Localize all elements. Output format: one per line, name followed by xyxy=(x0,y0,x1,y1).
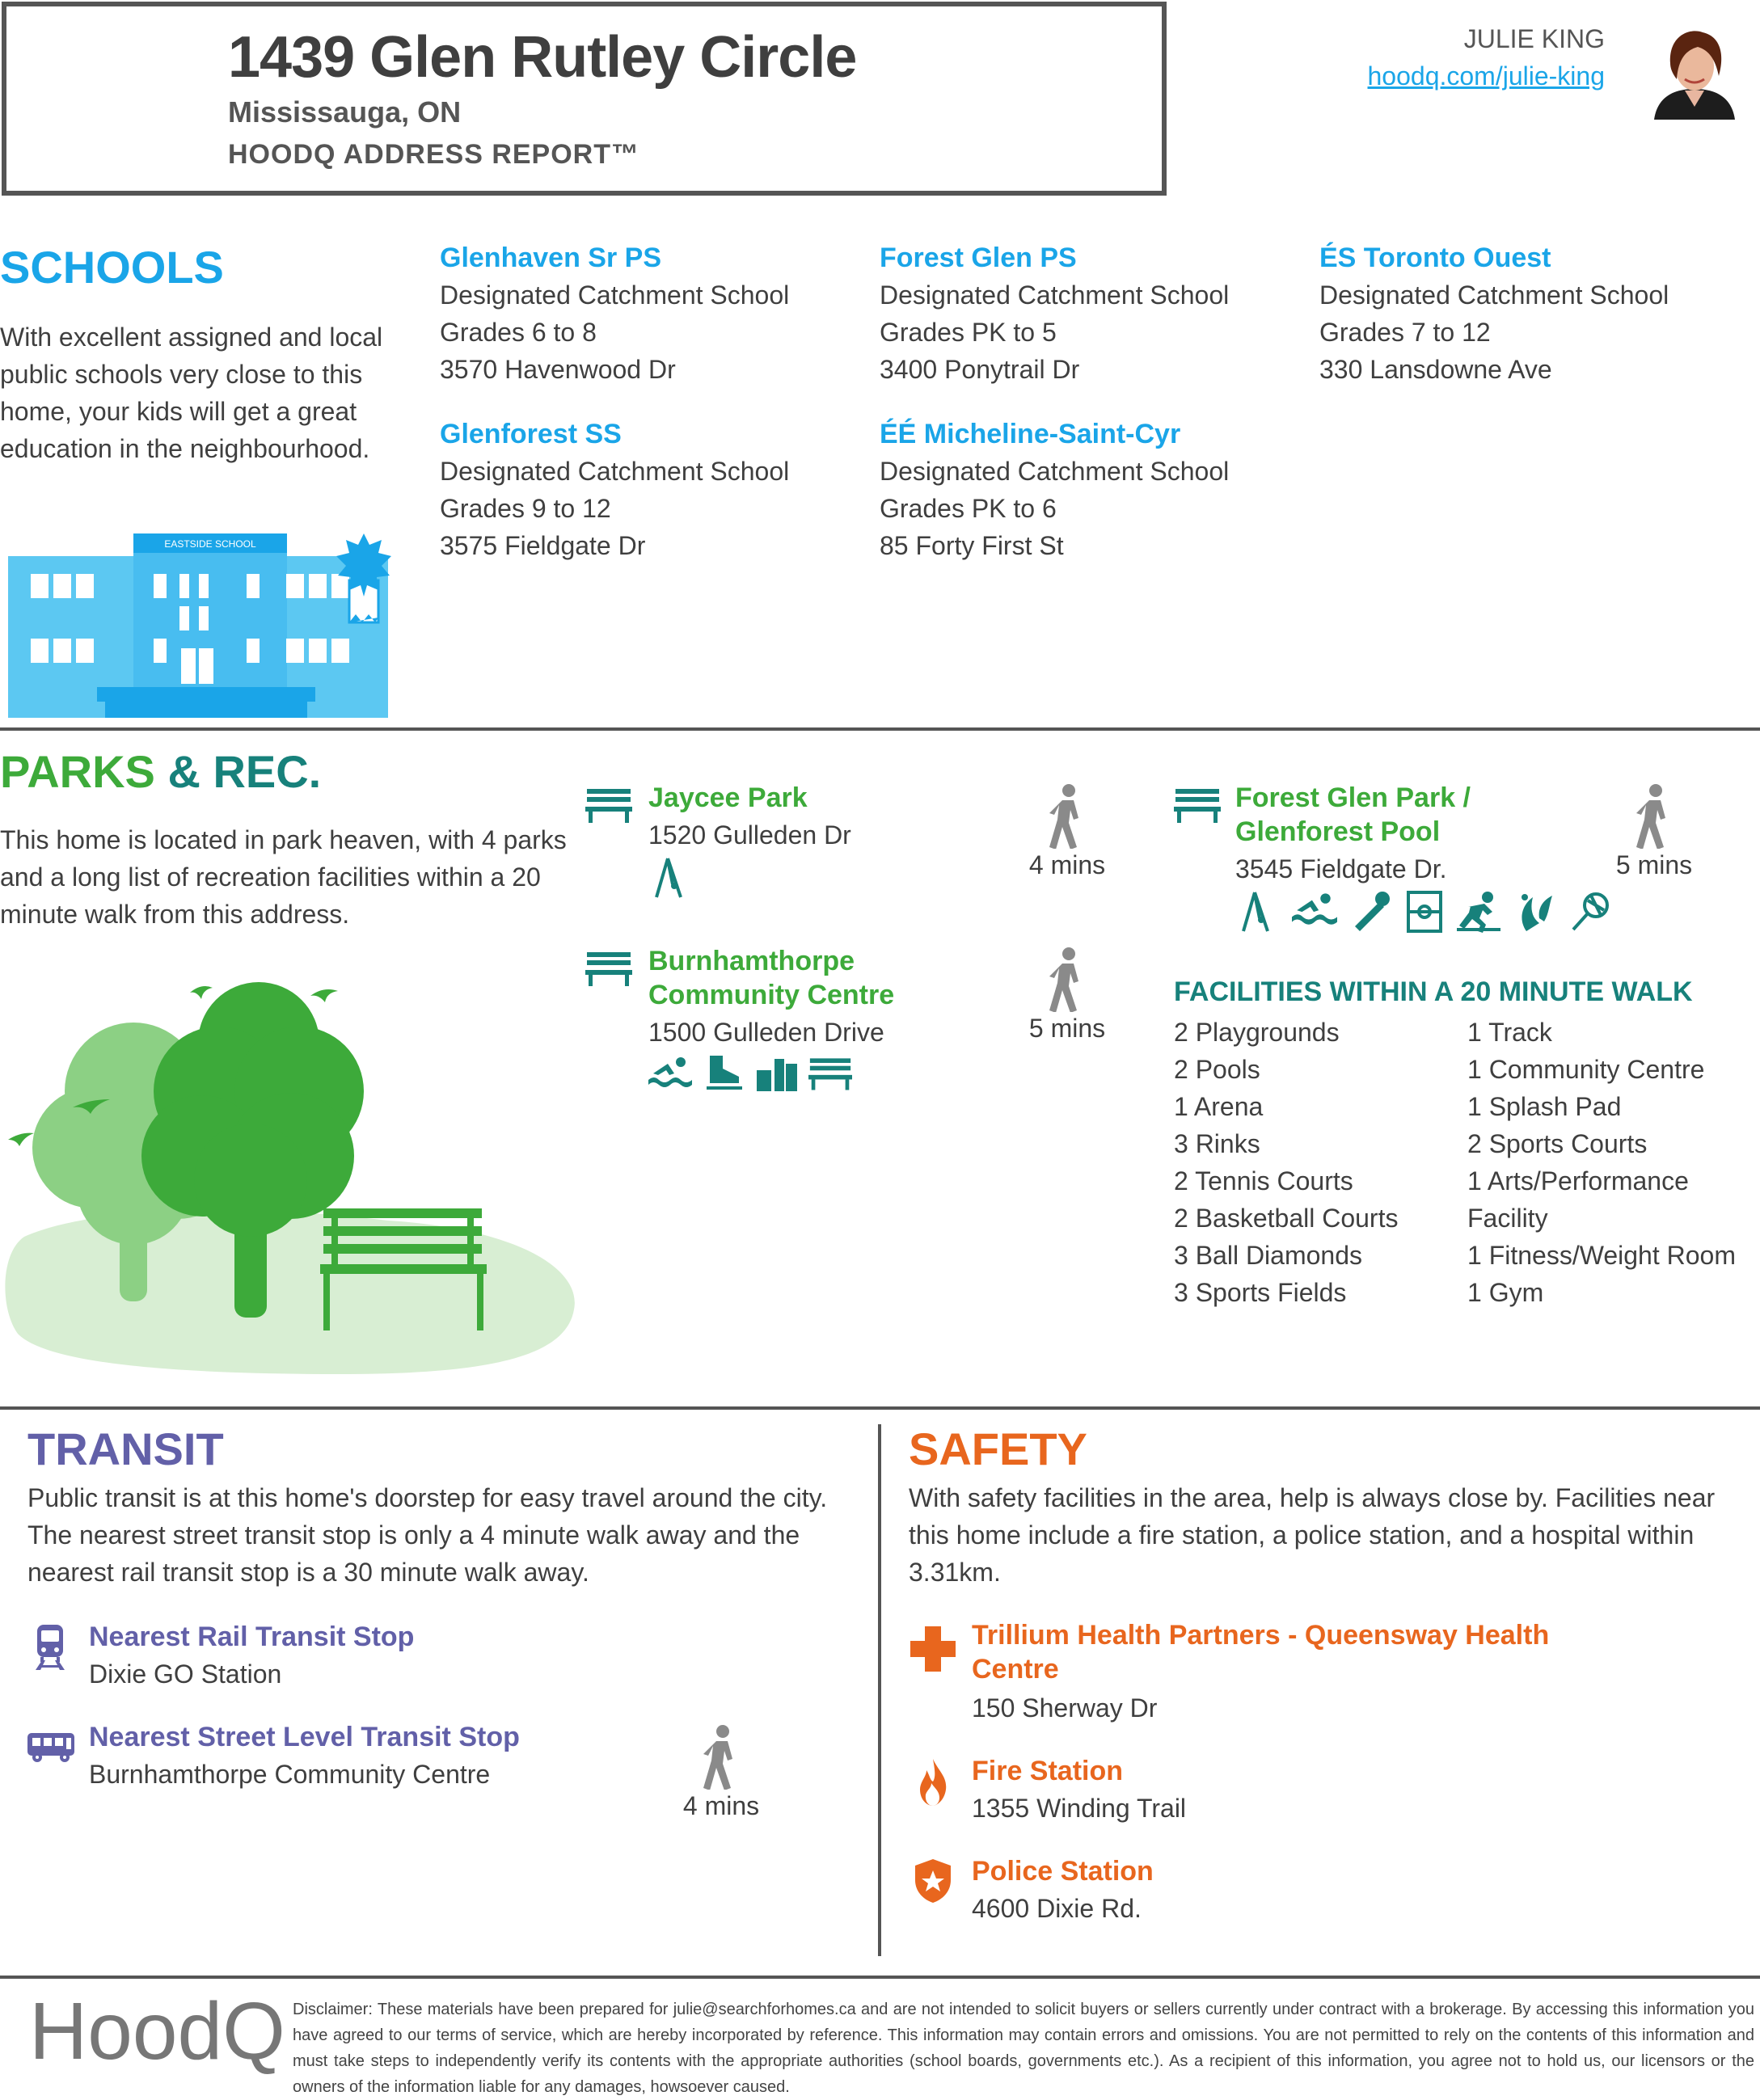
report-label: HOODQ ADDRESS REPORT™ xyxy=(228,139,640,170)
hospital-name-line1: Trillium Health Partners - Queensway Health xyxy=(972,1620,1550,1651)
park-name-line1: Forest Glen Park / xyxy=(1235,782,1471,813)
park-name-line1: Burnhamthorpe xyxy=(648,946,855,976)
facility-item: 2 Sports Courts xyxy=(1467,1129,1648,1158)
school-building-illustration xyxy=(8,517,396,719)
facility-item: 1 Splash Pad xyxy=(1467,1092,1622,1121)
walk-time: 5 mins xyxy=(1028,1014,1106,1043)
school-grades: Grades 9 to 12 xyxy=(440,494,611,523)
school-name[interactable]: Glenforest SS xyxy=(440,419,622,449)
facility-item: 3 Ball Diamonds xyxy=(1174,1241,1362,1270)
walking-person-icon xyxy=(1048,947,1087,1012)
facility-item: 2 Pools xyxy=(1174,1055,1260,1084)
school-name[interactable]: ÉS Toronto Ouest xyxy=(1319,242,1551,273)
school-address: 330 Lansdowne Ave xyxy=(1319,355,1552,384)
police-badge-icon xyxy=(915,1859,951,1903)
street-label[interactable]: Nearest Street Level Transit Stop xyxy=(89,1722,520,1752)
schools-intro: With excellent assigned and local public schools very close to this home, your kids will get a great education in the neighbourhood. xyxy=(0,323,383,463)
walk-time: 4 mins xyxy=(682,1791,760,1820)
street-stop: Burnhamthorpe Community Centre xyxy=(89,1760,491,1789)
school-type: Designated Catchment School xyxy=(440,457,790,486)
safety-heading: SAFETY xyxy=(909,1423,1087,1474)
park-name-line2: Community Centre xyxy=(648,980,895,1010)
bus-icon xyxy=(27,1733,74,1762)
park-name[interactable]: Jaycee Park xyxy=(648,782,808,813)
school-entry xyxy=(880,415,1229,564)
facilities-heading: FACILITIES WITHIN A 20 MINUTE WALK xyxy=(1174,976,1693,1007)
disclaimer: Disclaimer: These materials have been prepared for julie@searchforhomes.ca and are not intended to solicit buyers or sellers currently under contract with a brokerage. By accessing this information you have agreed to our terms of service, which are hereby incorporated by reference. This information may contain errors and omissions. You are not permitted to rely on the contents of this information and must take steps to independently verify its contents with the appropriate authorities (school boards, governments etc.). As a recipient of this information, you agree not to hold us, our licensors or the owners of the information liable for any damages, howsoever caused. xyxy=(293,2001,1754,2096)
facilities-col2 xyxy=(1467,1014,1736,1311)
facilities-col1 xyxy=(1174,1014,1398,1311)
facility-icons xyxy=(648,1056,852,1091)
facility-item: 2 Playgrounds xyxy=(1174,1018,1340,1047)
hospital-name[interactable] xyxy=(972,1618,1549,1686)
section-divider xyxy=(0,727,1760,731)
park-bench-icon xyxy=(585,951,632,986)
agent-name: JULIE KING xyxy=(1463,24,1605,53)
school-type: Designated Catchment School xyxy=(440,280,790,310)
school-type: Designated Catchment School xyxy=(1319,280,1669,310)
school-entry xyxy=(440,415,789,564)
section-divider xyxy=(0,1976,1760,1979)
school-type: Designated Catchment School xyxy=(880,280,1230,310)
splash-pad-icon xyxy=(1515,891,1555,933)
facility-item: 1 Gym xyxy=(1467,1278,1544,1307)
park-illustration xyxy=(0,962,590,1382)
school-address: 3570 Havenwood Dr xyxy=(440,355,676,384)
school-grades: Grades 7 to 12 xyxy=(1319,318,1491,347)
park-name-line2: Glenforest Pool xyxy=(1235,816,1441,847)
school-entry xyxy=(440,239,789,388)
school-grades: Grades 6 to 8 xyxy=(440,318,597,347)
section-divider xyxy=(0,1406,1760,1410)
park-bench-icon xyxy=(1174,787,1221,823)
park-address: 1520 Gulleden Dr xyxy=(648,820,851,850)
school-name[interactable]: ÉÉ Micheline-Saint-Cyr xyxy=(880,419,1181,449)
walk-time: 5 mins xyxy=(1615,850,1693,879)
school-name[interactable]: Glenhaven Sr PS xyxy=(440,242,661,273)
facility-item: Facility xyxy=(1467,1204,1548,1233)
parks-heading-b: & REC. xyxy=(167,746,322,797)
school-address: 3575 Fieldgate Dr xyxy=(440,531,646,560)
page-title: 1439 Glen Rutley Circle xyxy=(228,25,857,90)
walking-person-icon xyxy=(702,1725,741,1790)
fire-address: 1355 Winding Trail xyxy=(972,1794,1187,1823)
column-divider xyxy=(878,1424,881,1956)
agent-photo xyxy=(1649,23,1740,120)
tennis-icon xyxy=(1570,891,1612,933)
rail-label[interactable]: Nearest Rail Transit Stop xyxy=(89,1621,415,1652)
school-address: 85 Forty First St xyxy=(880,531,1064,560)
swimming-icon xyxy=(1292,891,1337,926)
school-entry xyxy=(1319,239,1669,388)
hospital-name-line2: Centre xyxy=(972,1654,1059,1685)
hoodq-logo: HoodQ xyxy=(29,1986,285,2077)
train-icon xyxy=(34,1625,66,1670)
schools-heading: SCHOOLS xyxy=(0,242,224,293)
school-sign: EASTSIDE SCHOOL xyxy=(164,538,256,550)
school-entry xyxy=(880,239,1229,388)
medical-cross-icon xyxy=(910,1626,956,1672)
facility-item: 1 Arena xyxy=(1174,1092,1264,1121)
safety-intro: With safety facilities in the area, help is always close by. Facilities near this home include a fire station, a police station, and a hospital within 3.31km. xyxy=(909,1483,1716,1587)
transit-intro: Public transit is at this home's doorstep for easy travel around the city. The nearest street transit stop is only a 4 minute walk away and the nearest rail transit stop is a 30 minute walk away. xyxy=(27,1483,828,1587)
facility-icons xyxy=(1240,891,1612,933)
playground-icon xyxy=(1240,891,1277,933)
park-name[interactable] xyxy=(648,944,894,1012)
park-bench-icon xyxy=(808,1056,852,1091)
facility-item: 2 Tennis Courts xyxy=(1174,1166,1353,1195)
walking-person-icon xyxy=(1635,784,1673,849)
facility-item: 2 Basketball Courts xyxy=(1174,1204,1399,1233)
skate-icon xyxy=(703,1056,745,1091)
parks-intro: This home is located in park heaven, with 4 parks and a long list of recreation facilities within a 20 minute walk from this address. xyxy=(0,825,567,929)
fire-label[interactable]: Fire Station xyxy=(972,1756,1124,1786)
soccer-field-icon xyxy=(1407,891,1442,933)
walk-time: 4 mins xyxy=(1028,850,1106,879)
baseball-icon xyxy=(1352,891,1392,931)
parks-heading-a: PARKS xyxy=(0,746,155,797)
park-bench-icon xyxy=(585,787,632,823)
police-address: 4600 Dixie Rd. xyxy=(972,1894,1142,1923)
playground-icon xyxy=(653,857,690,899)
parks-heading xyxy=(0,745,321,798)
facility-item: 1 Fitness/Weight Room xyxy=(1467,1241,1736,1270)
track-icon xyxy=(1457,891,1500,933)
park-address: 3545 Fieldgate Dr. xyxy=(1235,854,1447,883)
walking-person-icon xyxy=(1048,784,1087,849)
facility-item: 1 Community Centre xyxy=(1467,1055,1705,1084)
hospital-address: 150 Sherway Dr xyxy=(972,1693,1158,1723)
park-name[interactable] xyxy=(1235,781,1471,849)
address-city: Mississauga, ON xyxy=(228,95,462,129)
transit-heading: TRANSIT xyxy=(27,1423,224,1474)
facility-item: 1 Arts/Performance xyxy=(1467,1166,1689,1195)
facility-item: 3 Rinks xyxy=(1174,1129,1260,1158)
school-type: Designated Catchment School xyxy=(880,457,1230,486)
flame-icon xyxy=(918,1759,948,1806)
school-grades: Grades PK to 6 xyxy=(880,494,1057,523)
school-address: 3400 Ponytrail Dr xyxy=(880,355,1080,384)
school-name[interactable]: Forest Glen PS xyxy=(880,242,1077,273)
park-address: 1500 Gulleden Drive xyxy=(648,1018,884,1047)
building-icon xyxy=(757,1056,797,1091)
facility-item: 1 Track xyxy=(1467,1018,1552,1047)
rail-stop: Dixie GO Station xyxy=(89,1659,282,1689)
swimming-icon xyxy=(648,1056,692,1088)
school-grades: Grades PK to 5 xyxy=(880,318,1057,347)
agent-link[interactable]: hoodq.com/julie-king xyxy=(1367,61,1605,91)
police-label[interactable]: Police Station xyxy=(972,1856,1154,1887)
facility-item: 3 Sports Fields xyxy=(1174,1278,1347,1307)
spacer xyxy=(0,199,1169,200)
